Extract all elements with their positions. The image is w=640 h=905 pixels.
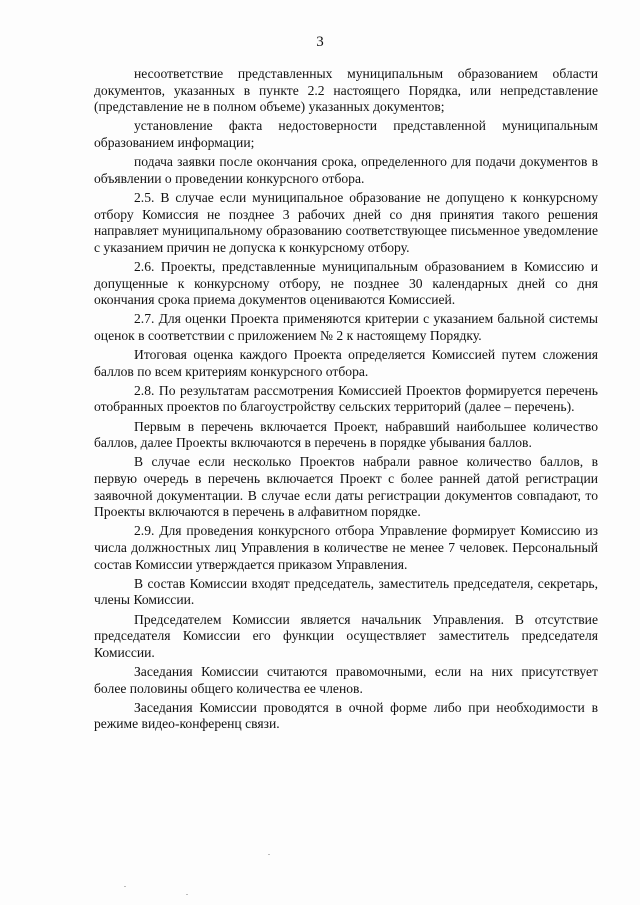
paragraph-equal-scores: В случае если несколько Проектов набрали равное количество баллов, в первую очередь в перечень включается Проект с более ранней датой регистрации заявочной документации. В случае если даты регистрации документов совпадают, то Проекты включаются в перечень в алфавитном порядке. [94, 454, 598, 520]
paragraph-first-in-list: Первым в перечень включается Проект, набравший наибольшее количество баллов, далее Проекты включаются в перечень в порядке убывания баллов. [94, 418, 598, 451]
paragraph-meeting-format: Заседания Комиссии проводятся в очной форме либо при необходимости в режиме видео-конференц связи. [94, 699, 598, 732]
paragraph-quorum: Заседания Комиссии считаются правомочными, если на них присутствует более половины общего количества ее членов. [94, 663, 598, 696]
paragraph-1: несоответствие представленных муниципальным образованием области документов, указанных в пункте 2.2 настоящего Порядка, или непредставление (представление не в полном объеме) указанных документов; [94, 66, 598, 115]
paragraph-2: установление факта недостоверности представленной муниципальным образованием информации; [94, 118, 598, 150]
paragraph-2-7: 2.7. Для оценки Проекта применяются критерии с указанием бальной системы оценок в соответствии с приложением № 2 к настоящему Порядку. [94, 311, 598, 343]
paragraph-2-9: 2.9. Для проведения конкурсного отбора Управление формирует Комиссию из числа должностных лиц Управления в количестве не менее 7 человек. Персональный состав Комиссии утверждается приказом Управления. [94, 523, 598, 572]
scan-speck [186, 894, 188, 895]
document-body [94, 66, 598, 735]
scan-speck [124, 886, 126, 887]
paragraph-commission-members: В состав Комиссии входят председатель, заместитель председателя, секретарь, члены Комиссии. [94, 575, 598, 608]
paragraph-2-6: 2.6. Проекты, представленные муниципальным образованием в Комиссию и допущенные к конкурсному отбору, не позднее 30 календарных дней со дня окончания срока приема документов оцениваются Комиссией. [94, 258, 598, 308]
paragraph-chairman: Председателем Комиссии является начальник Управления. В отсутствие председателя Комиссии его функции осуществляет заместитель председателя Комиссии. [94, 611, 598, 660]
page-number: 3 [316, 34, 324, 50]
paragraph-final-score: Итоговая оценка каждого Проекта определяется Комиссией путем сложения баллов по всем критериям конкурсного отбора. [94, 347, 598, 379]
paragraph-2-8: 2.8. По результатам рассмотрения Комиссией Проектов формируется перечень отобранных проектов по благоустройству сельских территорий (далее – перечень). [94, 382, 598, 415]
paragraph-2-5: 2.5. В случае если муниципальное образование не допущено к конкурсному отбору Комиссия не позднее 3 рабочих дней со дня принятия такого решения направляет муниципальному образованию соответствующее письменное уведомление с указанием причин не допуска к конкурсному отбору. [94, 189, 598, 255]
paragraph-3: подача заявки после окончания срока, определенного для подачи документов в объявлении о проведении конкурсного отбора. [94, 154, 598, 186]
scan-speck [268, 854, 270, 855]
